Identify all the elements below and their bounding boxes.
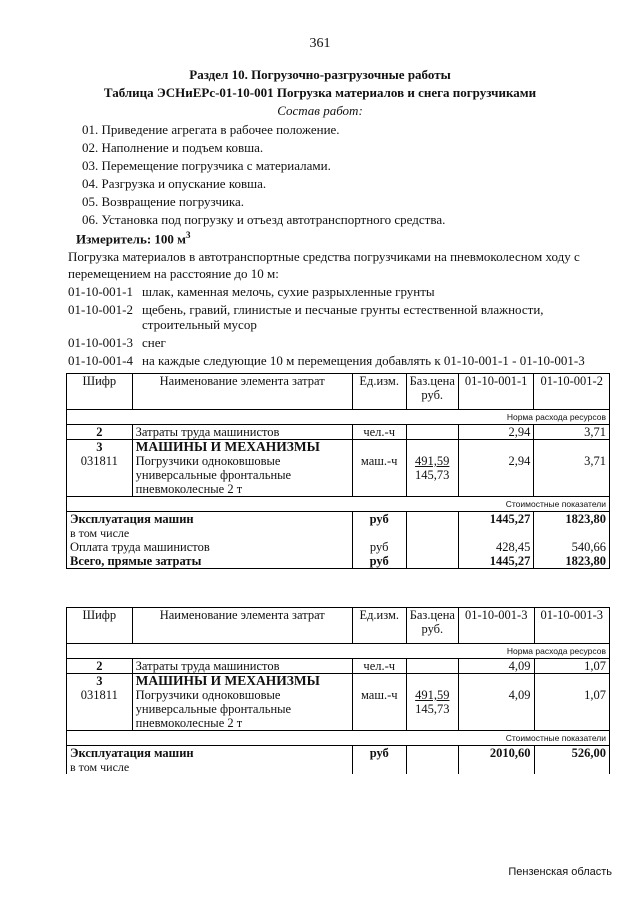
norm-row [67,644,610,659]
header-price-line2: руб. [421,622,444,636]
step-item: 02. Наполнение и подъем ковша. [82,140,264,155]
header-code: Шифр [67,374,133,410]
cell-name: в том числе [67,526,353,540]
cell-empty [352,760,406,774]
header-col2: 01-10-001-3 [534,608,609,644]
cell-empty [406,440,458,455]
cell-empty [406,554,458,569]
header-name: Наименование элемента затрат [132,374,352,410]
header-price-line1: Баз.цена [409,374,455,388]
cell-empty [406,512,458,527]
header-price-line2: руб. [421,388,444,402]
cell-value: 3,71 [534,454,610,497]
table-row [67,688,610,731]
cell-code: 3 [67,674,133,689]
price-value: 145,73 [415,702,450,716]
cell-value: 3,71 [534,425,610,440]
norm-label: Норма расхода ресурсов [67,410,610,425]
cell-unit: руб [352,746,406,761]
table-row [67,512,610,527]
resource-table-1 [66,373,610,569]
cost-label: Стоимостные показатели [67,731,610,746]
work-composition-title: Состав работ: [277,103,363,118]
cell-unit: маш.-ч [352,454,406,497]
cell-empty [352,440,406,455]
cell-empty [534,440,610,455]
cell-empty [352,674,406,689]
cell-empty [458,440,534,455]
cell-unit: маш.-ч [352,688,406,731]
header-col2: 01-10-001-2 [534,374,610,410]
cell-empty [406,526,458,540]
cell-value: 1823,80 [534,554,610,569]
step-item: 01. Приведение агрегата в рабочее положение. [82,122,340,137]
description-line: перемещением на расстояние до 10 м: [68,266,279,281]
cell-empty [406,746,458,761]
cell-value: 526,00 [534,746,609,761]
header-price [406,374,458,410]
cell-code: 3 [67,440,133,455]
machine-name-line: Погрузчики одноковшовые [135,688,281,702]
cell-name: Всего, прямые затраты [67,554,353,569]
code-description: строительный мусор [142,317,257,332]
code-description: шлак, каменная мелочь, сухие разрыхленные грунты [142,284,435,299]
code-id: 01-10-001-4 [68,353,133,368]
table-row [67,554,610,569]
table-row [67,540,610,554]
cell-value: 428,45 [458,540,534,554]
cell-value: 1445,27 [458,554,534,569]
cell-value: 540,66 [534,540,610,554]
footer-region: Пензенская область [508,866,612,878]
cell-empty [458,760,534,774]
code-id: 01-10-001-1 [68,284,133,299]
cell-name: Затраты труда машинистов [132,659,352,674]
header-unit: Ед.изм. [352,608,406,644]
table-row [67,659,610,674]
header-col1: 01-10-001-3 [458,608,534,644]
cell-value: 1,07 [534,659,609,674]
table-row [67,674,610,689]
table-row [67,425,610,440]
cell-empty [458,674,534,689]
cell-price [406,659,458,674]
cell-unit: чел.-ч [352,425,406,440]
cell-name: Затраты труда машинистов [132,425,352,440]
price-value: 491,59 [415,688,450,702]
code-id: 01-10-001-3 [68,335,133,350]
cell-name: Оплата труда машинистов [67,540,353,554]
meter-superscript: 3 [186,230,191,240]
header-price-line1: Баз.цена [409,608,455,622]
cell-value: 2,94 [458,454,534,497]
header-code: Шифр [67,608,133,644]
cell-empty [534,760,609,774]
cell-code: 031811 [67,454,133,497]
machine-name-line: универсальные фронтальные [135,702,292,716]
norm-label: Норма расхода ресурсов [67,644,610,659]
cell-unit: чел.-ч [352,659,406,674]
code-description: щебень, гравий, глинистые и песчаные грунты естественной влажности, [142,302,544,317]
header-name: Наименование элемента затрат [132,608,352,644]
cell-name: Эксплуатация машин [67,512,353,527]
code-description: снег [142,335,166,350]
cell-value: 2,94 [458,425,534,440]
section-title: Раздел 10. Погрузочно-разгрузочные работы [189,67,451,82]
cost-row [67,497,610,512]
price-value: 145,73 [415,468,450,482]
cell-price [406,688,458,731]
cell-empty [458,526,534,540]
table-header-row [67,374,610,410]
price-value: 491,59 [415,454,450,468]
cell-name [132,454,352,497]
header-price [406,608,458,644]
page-number: 361 [309,36,331,51]
cell-value: 4,09 [458,659,534,674]
table-header-row [67,608,610,644]
cell-empty [406,540,458,554]
cell-empty [352,526,406,540]
meter-text: Измеритель: 100 м [76,231,187,247]
cell-unit: руб [352,512,406,527]
machine-name-line: универсальные фронтальные [135,468,292,482]
machine-name-line: пневмоколесные 2 т [135,716,243,730]
machine-name-line: Погрузчики одноковшовые [135,454,281,468]
description-line: Погрузка материалов в автотранспортные средства погрузчиками на пневмоколесном ходу с [68,249,580,264]
section-heading: МАШИНЫ И МЕХАНИЗМЫ [132,440,352,455]
table-row [67,746,610,761]
cell-code: 031811 [67,688,133,731]
code-description: на каждые следующие 10 м перемещения добавлять к 01-10-001-1 - 01-10-001-3 [142,353,585,368]
cell-unit: руб [352,554,406,569]
cell-empty [534,526,610,540]
code-id: 01-10-001-2 [68,302,133,317]
cell-value: 2010,60 [458,746,534,761]
cell-price [406,454,458,497]
meter-label [76,230,191,247]
cell-name: Эксплуатация машин [67,746,353,761]
cell-value: 4,09 [458,688,534,731]
table-row [67,526,610,540]
cell-empty [406,760,458,774]
cost-label: Стоимостные показатели [67,497,610,512]
cell-name: в том числе [67,760,353,774]
cell-code: 2 [67,425,133,440]
cell-value: 1823,80 [534,512,610,527]
step-item: 04. Разгрузка и опускание ковша. [82,176,267,191]
cell-empty [406,674,458,689]
cell-value: 1,07 [534,688,609,731]
cell-value: 1445,27 [458,512,534,527]
header-col1: 01-10-001-1 [458,374,534,410]
table-row [67,760,610,774]
cost-row [67,731,610,746]
resource-table-2 [66,607,610,774]
table-title: Таблица ЭСНиЕРс-01-10-001 Погрузка материалов и снега погрузчиками [103,85,537,100]
table-row [67,454,610,497]
cell-code: 2 [67,659,133,674]
section-heading: МАШИНЫ И МЕХАНИЗМЫ [132,674,352,689]
step-item: 06. Установка под погрузку и отъезд автотранспортного средства. [82,212,446,227]
header-unit: Ед.изм. [352,374,406,410]
cell-empty [534,674,609,689]
norm-row [67,410,610,425]
cell-price [406,425,458,440]
cell-unit: руб [352,540,406,554]
machine-name-line: пневмоколесные 2 т [135,482,243,496]
step-item: 05. Возвращение погрузчика. [82,194,245,209]
table-row [67,440,610,455]
step-item: 03. Перемещение погрузчика с материалами. [82,158,331,173]
cell-name [132,688,352,731]
